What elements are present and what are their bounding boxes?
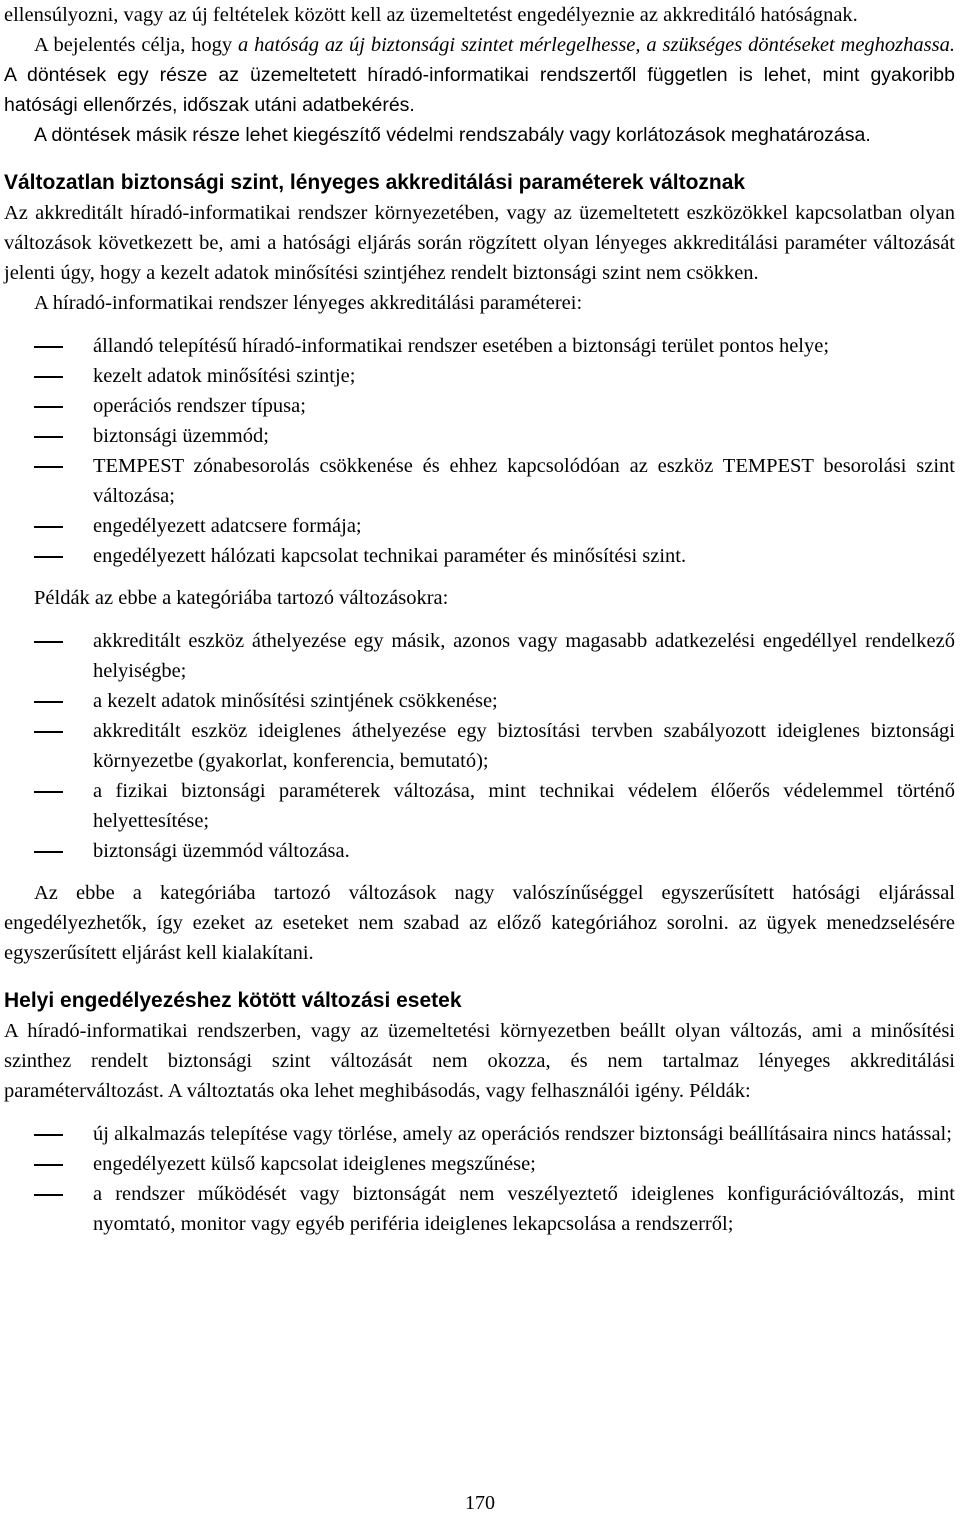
list-item [4, 716, 955, 776]
dash-bullet-icon [34, 701, 63, 703]
list-item [4, 1179, 955, 1239]
dash-bullet-icon [34, 851, 63, 853]
list-item-text: engedélyezett hálózati kapcsolat technikai paraméter és minősítési szint. [93, 545, 687, 567]
intro-paragraph-2 [4, 30, 955, 120]
section1-body: Az akkreditált híradó-informatikai rendszer környezetében, vagy az üzemeltetett eszközökkel kapcsolatban olyan változások következett be, ami a hatósági eljárás során rögzített olyan lényeges akkreditálási paraméter változását jelenti úgy, hogy a kezelt adatok minősítési szintjéhez rendelt biztonsági szint nem csökken. [4, 202, 955, 284]
list-item [4, 331, 955, 361]
list-item-text: TEMPEST zónabesorolás csökkenése és ehhez kapcsolódóan az eszköz TEMPEST besorolási szint változása; [93, 455, 955, 507]
dash-bullet-icon [34, 436, 63, 438]
dash-bullet-icon [34, 406, 63, 408]
intro-paragraph-2-tail: A döntések egy része az üzemeltetett híradó-informatikai rendszertől független is lehet, mint gyakoribb hatósági ellenőrzés, időszak utáni adatbekérés. [4, 64, 955, 116]
list-item-text: biztonsági üzemmód változása. [93, 840, 350, 862]
list-item-text: engedélyezett külső kapcsolat ideiglenes megszűnése; [93, 1153, 536, 1175]
section2-examples-list [4, 1119, 955, 1239]
list-item [4, 391, 955, 421]
section2-body: A híradó-informatikai rendszerben, vagy az üzemeltetési környezetben beállt olyan változás, ami a minősítési szinthez rendelt biztonsági szint változását nem okozza, és nem tartalmaz lényeges akkreditálási paraméterváltozást. A változtatás oka lehet meghibásodás, vagy felhasználói igény. Példák: [4, 1020, 955, 1102]
dash-bullet-icon [34, 376, 63, 378]
list-item-text: operációs rendszer típusa; [93, 395, 306, 417]
dash-bullet-icon [34, 641, 63, 643]
list-item [4, 836, 955, 866]
list-item [4, 776, 955, 836]
list-item [4, 1149, 955, 1179]
list-item-text: a fizikai biztonsági paraméterek változása, mint technikai védelem élőerős védelemmel történő helyettesítése; [93, 780, 955, 832]
dash-bullet-icon [34, 731, 63, 733]
list-item-text: kezelt adatok minősítési szintje; [93, 365, 356, 387]
dash-bullet-icon [34, 791, 63, 793]
list-item-text: akkreditált eszköz áthelyezése egy másik, azonos vagy magasabb adatkezelési engedéllyel rendelkező helyiségbe; [93, 630, 955, 682]
list-item [4, 626, 955, 686]
list-item [4, 686, 955, 716]
list-item-text: a kezelt adatok minősítési szintjének csökkenése; [93, 690, 498, 712]
intro-paragraph-1: ellensúlyozni, vagy az új feltételek között kell az üzemeltetést engedélyeznie az akkreditáló hatóságnak. [4, 4, 858, 26]
list-item [4, 451, 955, 511]
section1-heading: Változatlan biztonsági szint, lényeges akkreditálási paraméterek változnak [4, 171, 746, 194]
list-item-text: állandó telepítésű híradó-informatikai rendszer esetében a biztonsági terület pontos helye; [93, 335, 830, 357]
list-item [4, 541, 955, 571]
dash-bullet-icon [34, 1134, 63, 1136]
dash-bullet-icon [34, 526, 63, 528]
document-page [4, 0, 955, 1239]
list-item-text: a rendszer működését vagy biztonságát nem veszélyeztető ideiglenes konfigurációváltozás, mint nyomtató, monitor vagy egyéb periféria ideiglenes lekapcsolása a rendszerről; [93, 1183, 955, 1235]
intro-paragraph-3: A döntések másik része lehet kiegészítő védelmi rendszabály vagy korlátozások meghatározása. [34, 124, 871, 146]
section1-closing: Az ebbe a kategóriába tartozó változások nagy valószínűséggel egyszerűsített hatósági eljárással engedélyezhetők, így ezeket az eseteket nem szabad az előző kategóriához sorolni. az ügyek menedzselésére egyszerűsített eljárást kell kialakítani. [4, 882, 955, 964]
list-item [4, 361, 955, 391]
section1-examples-intro: Példák az ebbe a kategóriába tartozó változásokra: [34, 587, 449, 609]
list-item-text: engedélyezett adatcsere formája; [93, 515, 362, 537]
section1-examples-list [4, 626, 955, 866]
section1-params-intro: A híradó-informatikai rendszer lényeges akkreditálási paraméterei: [34, 292, 583, 314]
list-item-text: biztonsági üzemmód; [93, 425, 269, 447]
list-item [4, 421, 955, 451]
section2-heading: Helyi engedélyezéshez kötött változási esetek [4, 989, 462, 1012]
intro-paragraph-2-italic: a hatóság az új biztonsági szintet mérlegelhesse, a szükséges döntéseket meghozhassa. [237, 34, 955, 56]
list-item [4, 1119, 955, 1149]
list-item [4, 511, 955, 541]
dash-bullet-icon [34, 346, 63, 348]
dash-bullet-icon [34, 1164, 63, 1166]
page-number: 170 [465, 1492, 495, 1514]
list-item-text: akkreditált eszköz ideiglenes áthelyezése egy biztosítási tervben szabályozott ideiglenes biztonsági környezetbe (gyakorlat, konferencia, bemutató); [93, 720, 955, 772]
dash-bullet-icon [34, 1194, 63, 1196]
section1-params-list [4, 331, 955, 571]
intro-paragraph-2-lead: A bejelentés célja, hogy [34, 34, 238, 56]
list-item-text: új alkalmazás telepítése vagy törlése, amely az operációs rendszer biztonsági beállításaira nincs hatással; [93, 1123, 952, 1145]
dash-bullet-icon [34, 466, 63, 468]
dash-bullet-icon [34, 556, 63, 558]
